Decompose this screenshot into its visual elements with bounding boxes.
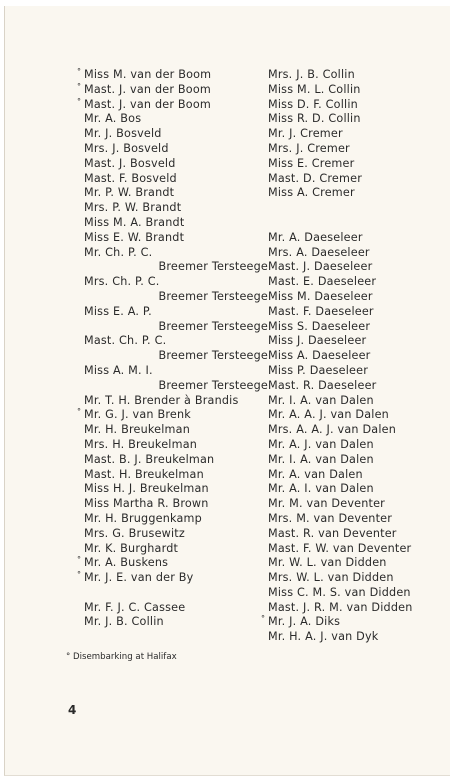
halifax-mark: ° bbox=[77, 67, 82, 76]
passenger-entry bbox=[84, 527, 274, 542]
passenger-name: Mast. E. Daeseleer bbox=[268, 275, 377, 289]
passenger-name: Miss E. Cremer bbox=[268, 156, 355, 170]
halifax-mark: ° bbox=[261, 614, 266, 624]
passenger-entry bbox=[268, 601, 438, 616]
passenger-list-left-bottom bbox=[84, 601, 274, 631]
passenger-entry bbox=[84, 186, 274, 201]
passenger-name: Miss M. L. Collin bbox=[268, 82, 361, 96]
passenger-name: Mr. J. B. Collin bbox=[84, 615, 164, 629]
passenger-name: Mast. R. Daeseleer bbox=[268, 378, 377, 392]
passenger-name: Mr. A. J. van Dalen bbox=[268, 437, 374, 451]
halifax-mark: ° bbox=[77, 555, 82, 565]
passenger-column-right bbox=[261, 68, 438, 645]
passenger-name: Mast. D. Cremer bbox=[268, 171, 362, 185]
passenger-name: Miss A. Daeseleer bbox=[268, 349, 371, 363]
passenger-entry bbox=[268, 142, 438, 157]
passenger-entry bbox=[268, 98, 438, 113]
passenger-entry bbox=[268, 305, 438, 320]
passenger-name: Mrs. H. Breukelman bbox=[84, 437, 198, 451]
passenger-name: Miss R. D. Collin bbox=[268, 112, 361, 126]
passenger-name-continuation bbox=[84, 379, 274, 394]
passenger-name: Mr. A. I. van Dalen bbox=[268, 482, 374, 496]
passenger-name: Mr. A. Buskens bbox=[84, 556, 169, 570]
passenger-name: Miss A. Cremer bbox=[268, 186, 355, 200]
passenger-entry bbox=[84, 112, 274, 127]
passenger-entry bbox=[84, 334, 274, 349]
passenger-entry bbox=[84, 172, 274, 187]
passenger-name: Mr. F. J. C. Cassee bbox=[84, 600, 186, 614]
passenger-entry bbox=[84, 601, 274, 616]
passenger-name-continuation bbox=[84, 320, 274, 335]
passenger-entry bbox=[268, 231, 438, 246]
passenger-list-right-top bbox=[268, 68, 438, 201]
passenger-entry bbox=[84, 423, 274, 438]
passenger-entry bbox=[77, 570, 274, 586]
passenger-name: Mrs. G. Brusewitz bbox=[84, 526, 185, 540]
passenger-entry bbox=[84, 615, 274, 630]
passenger-entry bbox=[84, 542, 274, 557]
passenger-name: Mr. Ch. P. C. bbox=[84, 245, 153, 259]
passenger-name: Mr. H. A. J. van Dyk bbox=[268, 630, 379, 644]
passenger-name: Mast. H. Breukelman bbox=[84, 467, 204, 481]
passenger-name-continuation bbox=[84, 260, 274, 275]
passenger-name: Mr. K. Burghardt bbox=[84, 541, 179, 555]
passenger-name: Mr. J. A. Diks bbox=[268, 615, 341, 629]
passenger-name: Miss J. Daeseleer bbox=[268, 334, 367, 348]
passenger-entry bbox=[268, 275, 438, 290]
passenger-name: Mast. J. van der Boom bbox=[84, 82, 211, 96]
passenger-entry bbox=[84, 157, 274, 172]
passenger-entry bbox=[268, 186, 438, 201]
passenger-entry bbox=[268, 334, 438, 349]
passenger-list-left bbox=[77, 67, 274, 586]
halifax-mark: ° bbox=[77, 407, 82, 417]
passenger-name-continuation bbox=[84, 349, 274, 364]
passenger-entry bbox=[84, 364, 274, 379]
passenger-name: Breemer Tersteege bbox=[158, 319, 268, 333]
passenger-entry bbox=[268, 112, 438, 127]
passenger-entry bbox=[268, 556, 438, 571]
passenger-name: Mast. J. van der Boom bbox=[84, 97, 211, 111]
passenger-entry bbox=[268, 527, 438, 542]
passenger-entry bbox=[268, 349, 438, 364]
passenger-column-left bbox=[77, 67, 274, 630]
passenger-name: Mrs. Ch. P. C. bbox=[84, 275, 160, 289]
passenger-entry bbox=[268, 408, 438, 423]
passenger-name: Mr. A. A. J. van Dalen bbox=[268, 408, 389, 422]
passenger-name: Mr. H. Bruggenkamp bbox=[84, 511, 202, 525]
passenger-entry bbox=[77, 67, 274, 83]
passenger-name: Mrs. J. B. Collin bbox=[268, 68, 355, 81]
halifax-mark: ° bbox=[77, 96, 82, 106]
passenger-name: Mr. G. J. van Brenk bbox=[84, 408, 191, 422]
spacer bbox=[268, 201, 438, 231]
passenger-name: Miss M. A. Brandt bbox=[84, 215, 185, 229]
passenger-name: Miss S. Daeseleer bbox=[268, 319, 371, 333]
passenger-name: Mr. M. van Deventer bbox=[268, 497, 385, 511]
passenger-name: Mr. I. A. van Dalen bbox=[268, 452, 374, 466]
passenger-name: Mast. J. Bosveld bbox=[84, 156, 176, 170]
passenger-name: Mr. T. H. Brender à Brandis bbox=[84, 393, 239, 407]
passenger-entry bbox=[84, 216, 274, 231]
passenger-name: Miss A. M. I. bbox=[84, 363, 153, 377]
passenger-entry bbox=[268, 438, 438, 453]
passenger-name: Mrs. J. Cremer bbox=[268, 141, 350, 155]
passenger-name: Miss C. M. S. van Didden bbox=[268, 585, 411, 599]
passenger-entry bbox=[77, 81, 274, 98]
passenger-name: Mr. W. L. van Didden bbox=[268, 556, 387, 570]
passenger-entry bbox=[84, 468, 274, 483]
passenger-entry bbox=[84, 246, 274, 261]
passenger-name: Mr. H. Breukelman bbox=[84, 423, 190, 437]
halifax-mark: ° bbox=[77, 81, 82, 91]
passenger-entry bbox=[84, 201, 274, 216]
passenger-name: Breemer Tersteege bbox=[158, 349, 268, 363]
page-number: 4 bbox=[68, 703, 77, 717]
passenger-entry bbox=[84, 497, 274, 512]
passenger-name: Mrs. A. Daeseleer bbox=[268, 245, 370, 259]
passenger-entry bbox=[268, 172, 438, 187]
passenger-entry bbox=[268, 320, 438, 335]
passenger-entry bbox=[268, 630, 438, 645]
passenger-entry bbox=[268, 246, 438, 261]
passenger-entry bbox=[268, 497, 438, 512]
spacer bbox=[84, 586, 274, 601]
passenger-entry bbox=[84, 127, 274, 142]
passenger-list-right-bottom bbox=[261, 230, 438, 645]
passenger-entry bbox=[84, 305, 274, 320]
passenger-entry bbox=[268, 468, 438, 483]
passenger-name: Mr. A. Daeseleer bbox=[268, 230, 363, 244]
passenger-name: Mast. B. J. Breukelman bbox=[84, 452, 215, 466]
passenger-name: Mast. F. Daeseleer bbox=[268, 304, 374, 318]
passenger-entry bbox=[268, 423, 438, 438]
passenger-entry bbox=[268, 127, 438, 142]
passenger-entry bbox=[268, 571, 438, 586]
passenger-entry bbox=[77, 555, 274, 571]
passenger-name: Miss D. F. Collin bbox=[268, 97, 358, 111]
passenger-name: Breemer Tersteege bbox=[158, 378, 268, 392]
passenger-entry bbox=[268, 83, 438, 98]
passenger-name: Mast. Ch. P. C. bbox=[84, 334, 167, 348]
passenger-entry bbox=[84, 231, 274, 246]
passenger-name: Breemer Tersteege bbox=[158, 260, 268, 274]
passenger-entry bbox=[268, 453, 438, 468]
passenger-entry bbox=[84, 275, 274, 290]
passenger-name: Breemer Tersteege bbox=[158, 289, 268, 303]
passenger-entry bbox=[268, 482, 438, 497]
passenger-name: Miss P. Daeseleer bbox=[268, 363, 369, 377]
passenger-entry bbox=[268, 157, 438, 172]
footnote bbox=[66, 652, 177, 662]
passenger-name: Miss H. J. Breukelman bbox=[84, 482, 209, 496]
passenger-entry bbox=[77, 407, 274, 423]
passenger-name: Mast. F. W. van Deventer bbox=[268, 541, 412, 555]
passenger-name: Mr. I. A. van Dalen bbox=[268, 393, 374, 407]
passenger-entry bbox=[84, 394, 274, 409]
passenger-entry bbox=[84, 438, 274, 453]
passenger-entry bbox=[261, 614, 438, 630]
footnote-mark: ° bbox=[66, 652, 71, 662]
passenger-entry bbox=[268, 68, 438, 83]
passenger-entry bbox=[268, 260, 438, 275]
footnote-text: Disembarking at Halifax bbox=[73, 652, 177, 662]
passenger-name: Miss M. van der Boom bbox=[84, 68, 212, 81]
passenger-entry bbox=[84, 142, 274, 157]
passenger-entry bbox=[268, 364, 438, 379]
passenger-name: Mr. J. Bosveld bbox=[84, 127, 162, 141]
passenger-name: Mr. A. van Dalen bbox=[268, 467, 363, 481]
passenger-name: Miss M. Daeseleer bbox=[268, 289, 373, 303]
passenger-name: Mast. F. Bosveld bbox=[84, 171, 177, 185]
passenger-entry bbox=[77, 96, 274, 113]
passenger-name: Mrs. W. L. van Didden bbox=[268, 571, 394, 585]
passenger-name: Mast. J. Daeseleer bbox=[268, 260, 373, 274]
passenger-entry bbox=[268, 512, 438, 527]
passenger-entry bbox=[84, 482, 274, 497]
passenger-name: Mrs. P. W. Brandt bbox=[84, 201, 182, 215]
passenger-name: Mr. P. W. Brandt bbox=[84, 186, 175, 200]
passenger-name: Mast. R. van Deventer bbox=[268, 526, 397, 540]
passenger-entry bbox=[268, 394, 438, 409]
passenger-name: Miss Martha R. Brown bbox=[84, 497, 209, 511]
passenger-name: Miss E. W. Brandt bbox=[84, 230, 185, 244]
passenger-name: Miss E. A. P. bbox=[84, 304, 152, 318]
passenger-entry bbox=[268, 379, 438, 394]
passenger-entry bbox=[84, 453, 274, 468]
passenger-entry bbox=[268, 290, 438, 305]
passenger-name: Mast. J. R. M. van Didden bbox=[268, 600, 413, 614]
passenger-entry bbox=[84, 512, 274, 527]
passenger-name: Mr. J. E. van der By bbox=[84, 571, 194, 585]
passenger-name-continuation bbox=[84, 290, 274, 305]
passenger-name: Mr. A. Bos bbox=[84, 112, 142, 126]
passenger-name: Mrs. A. A. J. van Dalen bbox=[268, 423, 397, 437]
passenger-entry bbox=[268, 586, 438, 601]
passenger-entry bbox=[268, 542, 438, 557]
passenger-name: Mr. J. Cremer bbox=[268, 127, 343, 141]
halifax-mark: ° bbox=[77, 570, 82, 580]
passenger-name: Mrs. M. van Deventer bbox=[268, 511, 393, 525]
passenger-name: Mrs. J. Bosveld bbox=[84, 141, 169, 155]
